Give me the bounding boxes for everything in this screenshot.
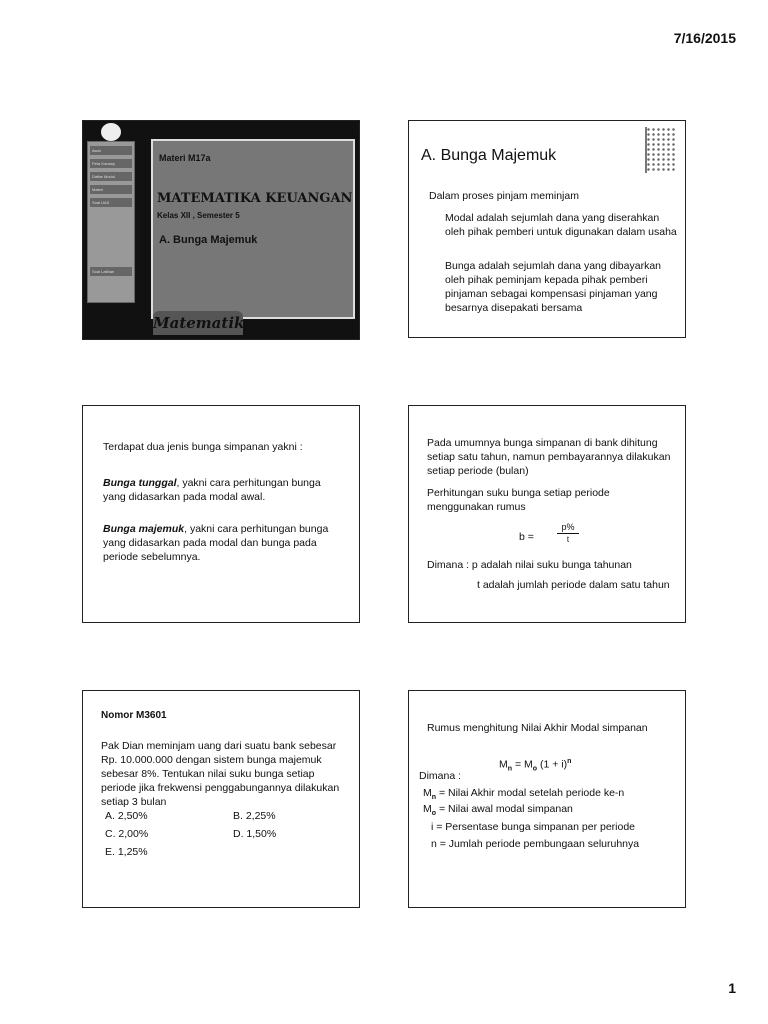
slide-topic: A. Bunga Majemuk bbox=[159, 234, 258, 246]
text bbox=[423, 802, 573, 821]
formula-part: M bbox=[499, 758, 508, 771]
formula-part: n bbox=[507, 765, 513, 773]
slide-4 bbox=[408, 405, 686, 623]
symbol: M bbox=[423, 787, 432, 799]
slide-6 bbox=[408, 690, 686, 908]
text: Bunga adalah sejumlah dana yang dibayarkan oleh pihak peminjam kepada pihak pemberi pinjaman sebagai kompensasi pinjaman yang besarnya disepakati bersama bbox=[445, 260, 661, 314]
slide-1 bbox=[82, 120, 360, 340]
slide-title: Nomor M3601 bbox=[101, 710, 167, 721]
slide-code: Materi M17a bbox=[159, 153, 211, 163]
text: Modal adalah sejumlah dana yang diserahkan oleh pihak pemberi untuk digunakan dalam usaha bbox=[445, 212, 677, 238]
slide-subtitle: Kelas XII , Semester 5 bbox=[157, 211, 240, 220]
slide-title: MATEMATIKA KEUANGAN bbox=[157, 191, 353, 206]
text bbox=[103, 476, 343, 504]
formula: p% bbox=[557, 522, 579, 534]
term: Bunga tunggal bbox=[103, 477, 177, 489]
option: B. 2,25% bbox=[233, 810, 276, 822]
symbol: n bbox=[431, 794, 437, 802]
symbol: M bbox=[423, 803, 432, 815]
slide-footer: Matematika bbox=[153, 311, 243, 335]
text: Perhitungan suku bunga setiap periode menggunakan rumus bbox=[427, 487, 610, 513]
text: Rumus menghitung Nilai Akhir Modal simpanan bbox=[427, 722, 648, 734]
definition: = Nilai Akhir modal setelah periode ke-n bbox=[436, 787, 625, 799]
symbol: o bbox=[431, 810, 437, 818]
definition: , yakni cara perhitungan bunga yang didasarkan pada modal dan bunga pada periode sebelumnya. bbox=[103, 523, 329, 563]
term: Bunga majemuk bbox=[103, 523, 185, 535]
text: Dimana : bbox=[419, 770, 462, 782]
definition: , yakni cara perhitungan bunga yang didasarkan pada modal awal. bbox=[103, 477, 321, 503]
formula-part: o bbox=[532, 765, 538, 773]
text: i = Persentase bunga simpanan per periode bbox=[431, 821, 636, 833]
option: E. 1,25% bbox=[105, 846, 148, 858]
definition: = Nilai awal modal simpanan bbox=[436, 803, 573, 815]
text bbox=[103, 522, 343, 564]
text: Dalam proses pinjam meminjam bbox=[429, 190, 579, 202]
formula-part: (1 + i) bbox=[537, 758, 568, 771]
option: C. 2,00% bbox=[105, 828, 149, 840]
sidebar-item: Soal Latihan bbox=[90, 267, 132, 276]
text: Pada umumnya bunga simpanan di bank dihitung setiap satu tahun, namun pembayarannya dilakukan setiap periode (bulan) bbox=[427, 437, 671, 477]
option: A. 2,50% bbox=[105, 810, 148, 822]
slide-5 bbox=[82, 690, 360, 908]
slide-sidebar bbox=[87, 141, 135, 303]
slide-main bbox=[151, 139, 355, 319]
sidebar-item: Materi bbox=[90, 185, 132, 194]
slide-3 bbox=[82, 405, 360, 623]
option: D. 1,50% bbox=[233, 828, 277, 840]
print-date: 7/16/2015 bbox=[673, 30, 736, 46]
text: Dimana : p adalah nilai suku bunga tahunan bbox=[427, 559, 632, 571]
formula-part: = M bbox=[512, 758, 533, 771]
sidebar-item: Soal UAS bbox=[90, 198, 132, 207]
formula bbox=[499, 755, 571, 777]
formula: t bbox=[566, 535, 570, 544]
formula-part: n bbox=[567, 758, 572, 765]
formula: b = bbox=[519, 531, 534, 543]
question: Pak Dian meminjam uang dari suatu bank sebesar Rp. 10.000.000 dengan sistem bunga majemuk sebesar 8%. Tentukan nilai suku bunga setiap periode jika frekwensi penggabungannya dilakukan setiap 3 bulan bbox=[101, 740, 340, 808]
page-number: 1 bbox=[728, 980, 736, 996]
sidebar-item: Daftar Modul bbox=[90, 172, 132, 181]
text: Terdapat dua jenis bunga simpanan yakni : bbox=[103, 441, 303, 453]
text: n = Jumlah periode pembungaan seluruhnya bbox=[431, 838, 640, 850]
slide-2 bbox=[408, 120, 686, 338]
sidebar-item: Awal bbox=[90, 146, 132, 155]
slide-title: A. Bunga Majemuk bbox=[421, 147, 557, 164]
text: t adalah jumlah periode dalam satu tahun bbox=[477, 579, 670, 591]
dot-pattern-icon bbox=[645, 127, 677, 173]
logo-icon bbox=[101, 123, 121, 141]
sidebar-item: Peta Konsep bbox=[90, 159, 132, 168]
